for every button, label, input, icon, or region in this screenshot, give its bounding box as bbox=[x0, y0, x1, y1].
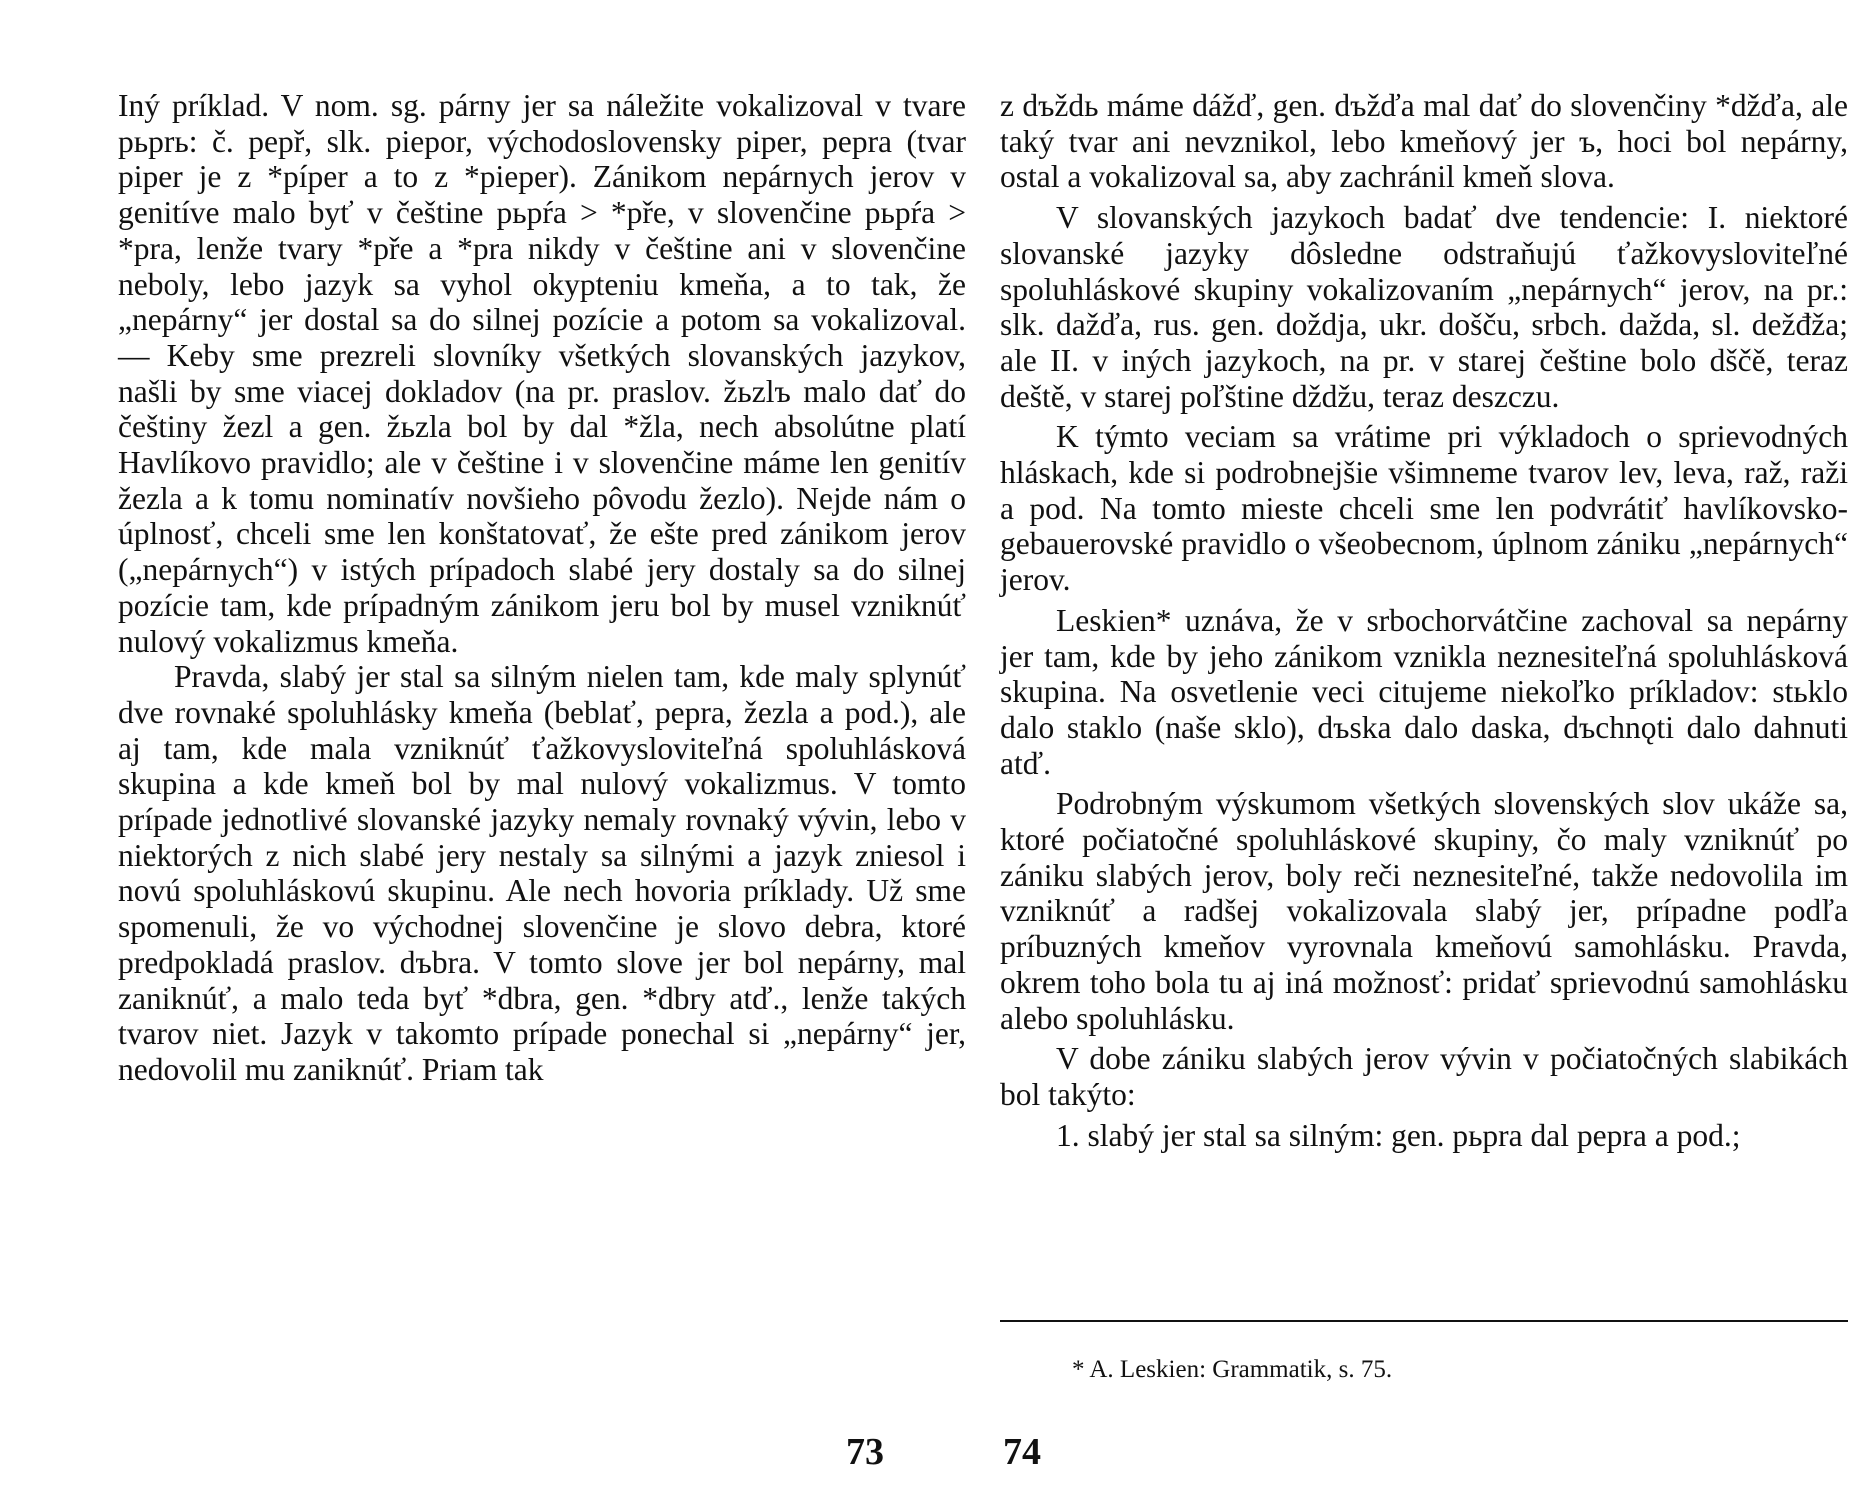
right-paragraph-5: Podrobným výskumom všetkých slovenských slov ukáže sa, ktoré počiatočné spoluhláskové skupiny, čo maly vzniknúť po zániku slabých jerov, boly reči neznesiteľné, takže nedovolila im vzniknúť a radšej vokalizovala slabý jer, prípadne podľa príbuzných kmeňov vyrovnala kmeňovú samohlásku. Pravda, okrem toho bola tu aj iná možnosť: pridať sprievodnú samohlásku alebo spoluhlásku. bbox=[1000, 786, 1848, 1036]
right-paragraph-6: V dobe zániku slabých jerov vývin v počiatočných slabikách bol takýto: bbox=[1000, 1041, 1848, 1112]
page-number-left: 73 bbox=[846, 1431, 884, 1473]
right-page bbox=[1000, 88, 1848, 1153]
right-paragraph-1: z dъždь máme dážď, gen. dъžďa mal dať do slovenčiny *džďa, ale taký tvar ani nevznikol, lebo kmeňový jer ъ, hoci bol nepárny, ostal a vokalizoval sa, aby zachránil kmeň slova. bbox=[1000, 88, 1848, 195]
left-page bbox=[118, 88, 966, 1088]
right-paragraph-7: 1. slabý jer stal sa silným: gen. pьpra dal pepra a pod.; bbox=[1056, 1117, 1741, 1153]
right-paragraph-4: Leskien* uznáva, že v srbochorvátčine zachoval sa nepárny jer tam, kde by jeho zánikom vznikla neznesiteľná spoluhlásková skupina. Na osvetlenie veci citujeme niekoľko príkladov: stьklo dalo staklo (naše sklo), dъska dalo daska, dъchnǫti dalo dahnuti atď. bbox=[1000, 602, 1848, 781]
left-paragraph-2: Pravda, slabý jer stal sa silným nielen tam, kde maly splynúť dve rovnaké spoluhlásky kmeňa (beblať, pepra, žezla a pod.), ale aj tam, kde mala vzniknúť ťažkovysloviteľná spoluhlásková skupina a kde kmeň bol by mal nulový vokalizmus. V tomto prípade jednotlivé slovanské jazyky nemaly rovnaký vývin, lebo v niektorých z nich slabé jery nestaly sa silnými a jazyk zniesol i novú spoluhláskovú skupinu. Ale nech hovoria príklady. Už sme spomenuli, že vo východnej slovenčine je slovo debra, ktoré predpokladá praslov. dъbra. V tomto slove jer bol nepárny, mal zaniknúť, a malo teda byť *dbra, gen. *dbry atď., lenže takých tvarov niet. Jazyk v takomto prípade ponechal si „nepárny“ jer, nedovolil mu zaniknúť. Priam tak bbox=[118, 659, 966, 1087]
right-paragraph-2: V slovanských jazykoch badať dve tendencie: I. niektoré slovanské jazyky dôsledne odstraňujú ťažkovysloviteľné spoluhláskové skupiny vokalizovaním „nepárnych“ jerov, na pr.: slk. dažďa, rus. gen. doždja, ukr. došču, srbch. dažda, sl. dežđža; ale II. v iných jazykoch, na pr. v starej češtine bolo dščě, teraz deště, v starej poľštine dždžu, teraz deszczu. bbox=[1000, 200, 1848, 414]
footnote-divider bbox=[1000, 1320, 1848, 1322]
left-paragraph-1: Iný príklad. V nom. sg. párny jer sa náležite vokalizoval v tvare pьprь: č. pepř, slk. piepor, východoslovensky piper, pepra (tvar piper je z *píper a to z *pieper). Zánikom nepárnych jerov v genitíve malo byť v češtine pьpŕa > *pře, v slovenčine pьpŕa > *pra, lenže tvary *pře a *pra nikdy v češtine ani v slovenčine neboly, lebo jazyk sa vyhol okypteniu kmeňa, a to tak, že „nepárny“ jer dostal sa do silnej pozície a potom sa vokalizoval. — Keby sme prezreli slovníky všetkých slovanských jazykov, našli by sme viacej dokladov (na pr. praslov. žьzlъ malo dať do češtiny žezl a gen. žьzla bol by dal *žla, nech absolútne platí Havlíkovo pravidlo; ale v češtine i v slovenčine máme len genitív žezla a k tomu nominatív novšieho pôvodu žezlo). Nejde nám o úplnosť, chceli sme len konštatovať, že ešte pred zánikom jerov („nepárnych“) v istých prípadoch slabé jery dostaly sa do silnej pozície tam, kde prípadným zánikom jeru bol by musel vzniknúť nulový vokalizmus kmeňa. bbox=[118, 88, 966, 659]
right-paragraph-3: K týmto veciam sa vrátime pri výkladoch o sprievodných hláskach, kde si podrobnejšie všimneme tvarov lev, leva, raž, raži a pod. Na tomto mieste chceli sme len podvrátiť havlíkovsko-gebauerovské pravidlo o všeobecnom, úplnom zániku „nepárnych“ jerov. bbox=[1000, 419, 1848, 598]
page-number-right: 74 bbox=[1003, 1431, 1041, 1473]
footnote: * A. Leskien: Grammatik, s. 75. bbox=[1072, 1356, 1393, 1383]
